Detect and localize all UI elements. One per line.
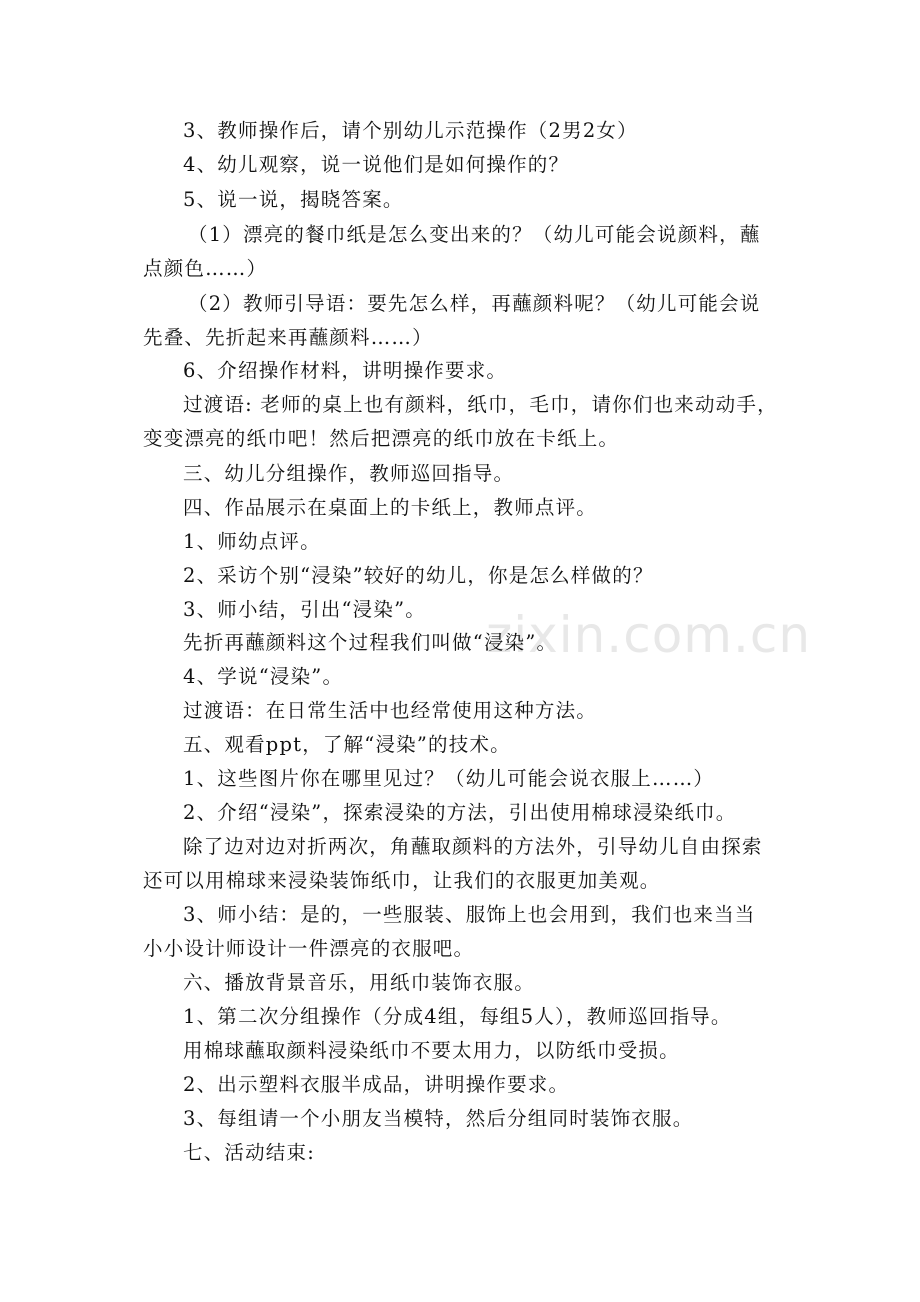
paragraph-line: 6、介绍操作材料，讲明操作要求。 (183, 359, 508, 382)
paragraph-line: 小小设计师设计一件漂亮的衣服吧。 (143, 937, 475, 960)
paragraph-line: 4、幼儿观察，说一说他们是如何操作的？ (183, 153, 570, 176)
watermark: zixin.com.cn (486, 606, 812, 664)
paragraph-line: 点颜色……） (143, 257, 268, 280)
paragraph-line: 2、采访个别“浸染”较好的幼儿，你是怎么样做的？ (183, 564, 654, 587)
paragraph-line: 先折再蘸颜料这个过程我们叫做“浸染”。 (183, 631, 558, 654)
paragraph-line: 除了边对边对折两次，角蘸取颜料的方法外，引导幼儿自由探索 (183, 835, 763, 858)
paragraph-line: 先叠、先折起来再蘸颜料……） (143, 326, 433, 349)
paragraph-line: 三、幼儿分组操作，教师巡回指导。 (183, 462, 515, 485)
paragraph-line: 2、出示塑料衣服半成品，讲明操作要求。 (183, 1073, 570, 1096)
paragraph-line: 1、这些图片你在哪里见过？（幼儿可能会说衣服上……） (183, 767, 715, 790)
paragraph-line: 5、说一说，揭晓答案。 (183, 188, 404, 211)
paragraph-line: 六、播放背景音乐，用纸巾装饰衣服。 (183, 971, 535, 994)
paragraph-line: 五、观看ppt，了解“浸染”的技术。 (183, 733, 511, 756)
paragraph-line: 3、师小结：是的，一些服装、服饰上也会用到，我们也来当当 (183, 903, 756, 926)
paragraph-line: （2）教师引导语：要先怎么样，再蘸颜料呢？（幼儿可能会说 (188, 292, 761, 315)
paragraph-line: 过渡语: 老师的桌上也有颜料，纸巾，毛巾，请你们也来动动手， (183, 393, 778, 416)
paragraph-line: 变变漂亮的纸巾吧！然后把漂亮的纸巾放在卡纸上。 (143, 427, 620, 450)
paragraph-line: 用棉球蘸取颜料浸染纸巾不要太用力，以防纸巾受损。 (183, 1039, 680, 1062)
paragraph-line: 四、作品展示在桌面上的卡纸上，教师点评。 (183, 496, 598, 519)
paragraph-line: 七、活动结束: (183, 1141, 315, 1164)
paragraph-line: 3、每组请一个小朋友当模特，然后分组同时装饰衣服。 (183, 1107, 694, 1130)
paragraph-line: 过渡语：在日常生活中也经常使用这种方法。 (183, 699, 598, 722)
paragraph-line: 2、介绍“浸染”，探索浸染的方法，引出使用棉球浸染纸巾。 (183, 801, 737, 824)
paragraph-line: 还可以用棉球来浸染装饰纸巾，让我们的衣服更加美观。 (143, 869, 661, 892)
paragraph-line: 1、师幼点评。 (183, 530, 321, 553)
paragraph-line: 3、教师操作后，请个别幼儿示范操作（2男2女） (183, 119, 638, 142)
paragraph-line: 1、第二次分组操作（分成4组，每组5人），教师巡回指导。 (183, 1005, 732, 1028)
paragraph-line: 3、师小结，引出“浸染”。 (183, 598, 426, 621)
paragraph-line: 4、学说“浸染”。 (183, 665, 344, 688)
paragraph-line: （1）漂亮的餐巾纸是怎么变出来的？（幼儿可能会说颜料，蘸 (188, 223, 761, 246)
